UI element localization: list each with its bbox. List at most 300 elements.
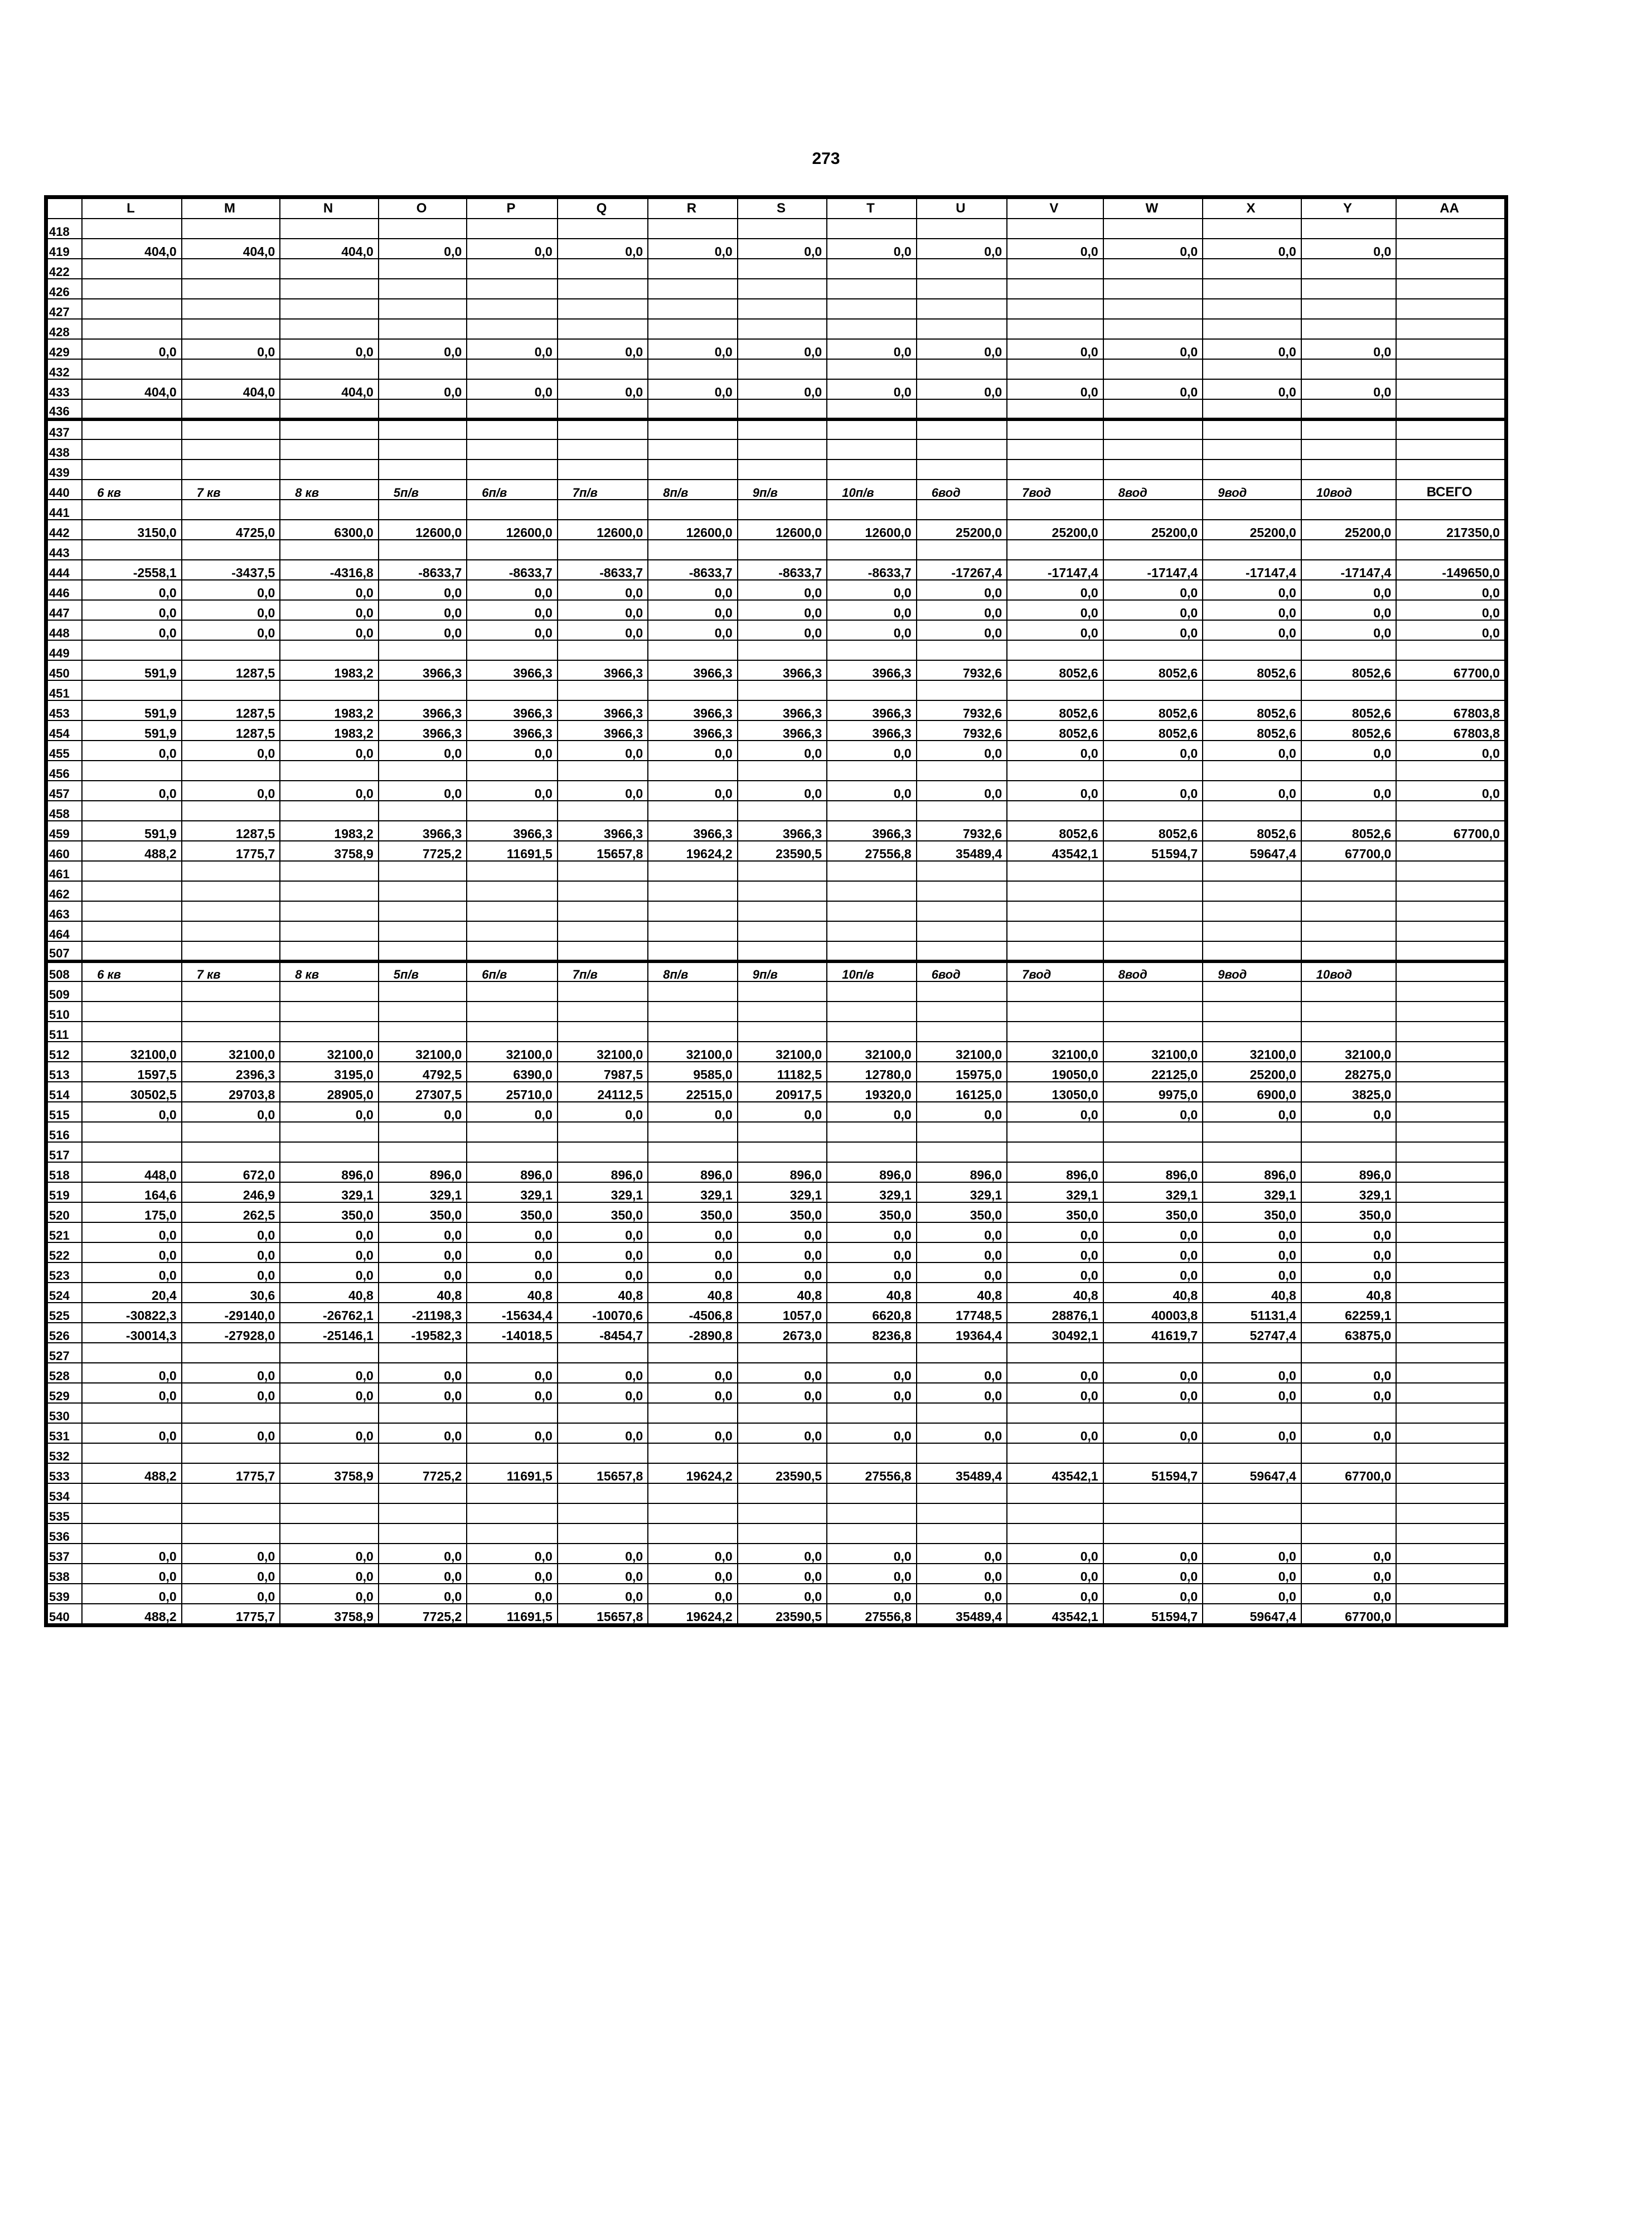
cell-n[interactable]: 8 кв (280, 961, 379, 981)
cell-o[interactable]: 0,0 (379, 339, 467, 359)
cell-l[interactable]: 0,0 (82, 781, 182, 801)
cell-r[interactable]: 0,0 (648, 741, 737, 761)
cell-p[interactable]: -15634,4 (467, 1303, 557, 1323)
cell-v[interactable]: 7вод (1007, 480, 1103, 500)
row-number[interactable]: 529 (47, 1383, 82, 1403)
row-number[interactable]: 456 (47, 761, 82, 781)
cell-p[interactable] (467, 1022, 557, 1042)
row-number[interactable]: 450 (47, 660, 82, 680)
cell-x[interactable] (1203, 881, 1301, 901)
cell-aa[interactable] (1396, 1544, 1505, 1564)
cell-t[interactable]: 10п/в (827, 480, 916, 500)
cell-m[interactable]: 262,5 (182, 1202, 280, 1222)
cell-v[interactable] (1007, 1503, 1103, 1523)
cell-u[interactable]: 7932,6 (917, 720, 1007, 741)
cell-v[interactable]: 0,0 (1007, 1102, 1103, 1122)
row-number[interactable]: 535 (47, 1503, 82, 1523)
cell-s[interactable] (738, 1002, 827, 1022)
cell-w[interactable]: 8вод (1103, 480, 1203, 500)
cell-aa[interactable] (1396, 459, 1505, 480)
cell-w[interactable] (1103, 640, 1203, 660)
cell-w[interactable]: 8052,6 (1103, 720, 1203, 741)
cell-m[interactable]: 1775,7 (182, 841, 280, 861)
cell-t[interactable] (827, 299, 916, 319)
cell-v[interactable]: 0,0 (1007, 1423, 1103, 1443)
cell-l[interactable] (82, 761, 182, 781)
cell-n[interactable] (280, 259, 379, 279)
cell-p[interactable] (467, 1503, 557, 1523)
cell-aa[interactable] (1396, 921, 1505, 941)
cell-s[interactable]: 11182,5 (738, 1062, 827, 1082)
cell-n[interactable] (280, 1503, 379, 1523)
row-number[interactable]: 453 (47, 700, 82, 720)
cell-p[interactable]: 0,0 (467, 1564, 557, 1584)
row-number[interactable]: 433 (47, 379, 82, 399)
cell-l[interactable]: 0,0 (82, 1363, 182, 1383)
cell-w[interactable] (1103, 419, 1203, 439)
cell-w[interactable] (1103, 761, 1203, 781)
cell-l[interactable]: 488,2 (82, 841, 182, 861)
cell-m[interactable] (182, 279, 280, 299)
cell-w[interactable] (1103, 680, 1203, 700)
cell-x[interactable]: 0,0 (1203, 239, 1301, 259)
cell-o[interactable] (379, 680, 467, 700)
cell-w[interactable] (1103, 1503, 1203, 1523)
cell-s[interactable]: 896,0 (738, 1162, 827, 1182)
cell-aa[interactable] (1396, 841, 1505, 861)
cell-o[interactable] (379, 399, 467, 419)
cell-q[interactable] (558, 640, 648, 660)
cell-aa[interactable] (1396, 1463, 1505, 1483)
cell-y[interactable]: 40,8 (1301, 1283, 1397, 1303)
cell-aa[interactable] (1396, 319, 1505, 339)
cell-m[interactable]: 0,0 (182, 1363, 280, 1383)
cell-l[interactable] (82, 279, 182, 299)
cell-q[interactable]: 0,0 (558, 239, 648, 259)
cell-w[interactable]: 0,0 (1103, 1242, 1203, 1262)
cell-m[interactable] (182, 1122, 280, 1142)
cell-m[interactable] (182, 399, 280, 419)
cell-m[interactable]: 0,0 (182, 339, 280, 359)
cell-t[interactable]: 3966,3 (827, 821, 916, 841)
cell-y[interactable] (1301, 259, 1397, 279)
row-number[interactable]: 538 (47, 1564, 82, 1584)
cell-l[interactable] (82, 801, 182, 821)
cell-p[interactable] (467, 921, 557, 941)
column-header-y[interactable]: Y (1301, 199, 1397, 219)
column-header-r[interactable]: R (648, 199, 737, 219)
cell-u[interactable]: 6вод (917, 961, 1007, 981)
cell-u[interactable]: 35489,4 (917, 841, 1007, 861)
cell-y[interactable] (1301, 500, 1397, 520)
cell-aa[interactable]: 0,0 (1396, 620, 1505, 640)
cell-w[interactable]: 0,0 (1103, 1423, 1203, 1443)
cell-m[interactable]: 1775,7 (182, 1463, 280, 1483)
cell-o[interactable]: 0,0 (379, 379, 467, 399)
cell-aa[interactable] (1396, 379, 1505, 399)
cell-t[interactable] (827, 801, 916, 821)
cell-q[interactable]: 3966,3 (558, 720, 648, 741)
cell-y[interactable] (1301, 1523, 1397, 1544)
cell-t[interactable]: 0,0 (827, 600, 916, 620)
cell-u[interactable]: 17748,5 (917, 1303, 1007, 1323)
cell-t[interactable] (827, 1483, 916, 1503)
cell-v[interactable] (1007, 419, 1103, 439)
cell-v[interactable] (1007, 981, 1103, 1002)
cell-w[interactable]: 0,0 (1103, 781, 1203, 801)
row-number[interactable]: 457 (47, 781, 82, 801)
cell-m[interactable] (182, 1523, 280, 1544)
cell-x[interactable]: 0,0 (1203, 1222, 1301, 1242)
cell-n[interactable] (280, 500, 379, 520)
cell-p[interactable] (467, 1122, 557, 1142)
cell-l[interactable] (82, 1002, 182, 1022)
cell-v[interactable] (1007, 500, 1103, 520)
cell-q[interactable]: 0,0 (558, 781, 648, 801)
cell-p[interactable] (467, 1343, 557, 1363)
cell-m[interactable]: 1287,5 (182, 821, 280, 841)
cell-t[interactable] (827, 279, 916, 299)
cell-y[interactable]: 62259,1 (1301, 1303, 1397, 1323)
cell-p[interactable]: 0,0 (467, 1102, 557, 1122)
cell-l[interactable] (82, 1503, 182, 1523)
cell-n[interactable]: 0,0 (280, 781, 379, 801)
cell-w[interactable]: 25200,0 (1103, 520, 1203, 540)
cell-p[interactable]: -14018,5 (467, 1323, 557, 1343)
cell-p[interactable] (467, 941, 557, 961)
cell-t[interactable]: 0,0 (827, 1383, 916, 1403)
cell-o[interactable]: 7725,2 (379, 1463, 467, 1483)
cell-w[interactable]: 0,0 (1103, 580, 1203, 600)
cell-m[interactable]: 0,0 (182, 580, 280, 600)
cell-t[interactable]: 0,0 (827, 339, 916, 359)
cell-p[interactable] (467, 299, 557, 319)
cell-m[interactable] (182, 1343, 280, 1363)
cell-m[interactable] (182, 219, 280, 239)
cell-m[interactable]: 29703,8 (182, 1082, 280, 1102)
cell-aa[interactable] (1396, 1082, 1505, 1102)
cell-aa[interactable] (1396, 981, 1505, 1002)
cell-m[interactable]: 0,0 (182, 1262, 280, 1283)
cell-s[interactable] (738, 419, 827, 439)
cell-u[interactable]: 0,0 (917, 239, 1007, 259)
row-number[interactable]: 461 (47, 861, 82, 881)
cell-o[interactable] (379, 459, 467, 480)
cell-v[interactable]: 896,0 (1007, 1162, 1103, 1182)
cell-n[interactable] (280, 1022, 379, 1042)
cell-o[interactable] (379, 881, 467, 901)
cell-w[interactable] (1103, 1443, 1203, 1463)
cell-l[interactable]: 30502,5 (82, 1082, 182, 1102)
cell-p[interactable] (467, 680, 557, 700)
cell-l[interactable] (82, 941, 182, 961)
cell-p[interactable]: 0,0 (467, 239, 557, 259)
cell-aa[interactable] (1396, 1503, 1505, 1523)
cell-u[interactable] (917, 299, 1007, 319)
cell-aa[interactable] (1396, 1363, 1505, 1383)
cell-p[interactable] (467, 359, 557, 379)
row-number[interactable]: 419 (47, 239, 82, 259)
cell-r[interactable] (648, 680, 737, 700)
cell-s[interactable] (738, 1122, 827, 1142)
cell-w[interactable]: 8052,6 (1103, 821, 1203, 841)
cell-q[interactable]: 0,0 (558, 1262, 648, 1283)
cell-l[interactable] (82, 259, 182, 279)
cell-v[interactable]: 7вод (1007, 961, 1103, 981)
row-number[interactable]: 463 (47, 901, 82, 921)
cell-o[interactable]: 0,0 (379, 1564, 467, 1584)
cell-r[interactable]: 0,0 (648, 1584, 737, 1604)
cell-v[interactable] (1007, 540, 1103, 560)
row-number[interactable]: 447 (47, 600, 82, 620)
cell-v[interactable] (1007, 1403, 1103, 1423)
cell-r[interactable]: 0,0 (648, 339, 737, 359)
cell-p[interactable]: 0,0 (467, 1383, 557, 1403)
cell-n[interactable] (280, 459, 379, 480)
row-number[interactable]: 518 (47, 1162, 82, 1182)
cell-t[interactable] (827, 419, 916, 439)
cell-w[interactable]: 0,0 (1103, 1262, 1203, 1283)
row-number[interactable]: 527 (47, 1343, 82, 1363)
cell-l[interactable]: 0,0 (82, 1423, 182, 1443)
cell-x[interactable] (1203, 1523, 1301, 1544)
cell-x[interactable]: 8052,6 (1203, 700, 1301, 720)
cell-r[interactable] (648, 219, 737, 239)
row-number[interactable]: 539 (47, 1584, 82, 1604)
cell-w[interactable]: 0,0 (1103, 1544, 1203, 1564)
column-header-t[interactable]: T (827, 199, 916, 219)
cell-r[interactable]: 0,0 (648, 239, 737, 259)
cell-u[interactable]: 0,0 (917, 1102, 1007, 1122)
cell-r[interactable] (648, 941, 737, 961)
cell-q[interactable]: 7п/в (558, 480, 648, 500)
cell-w[interactable] (1103, 801, 1203, 821)
cell-m[interactable]: 0,0 (182, 1383, 280, 1403)
cell-v[interactable]: 0,0 (1007, 1584, 1103, 1604)
cell-u[interactable] (917, 1122, 1007, 1142)
cell-o[interactable] (379, 299, 467, 319)
cell-m[interactable]: 1287,5 (182, 720, 280, 741)
cell-w[interactable] (1103, 540, 1203, 560)
cell-y[interactable]: 63875,0 (1301, 1323, 1397, 1343)
cell-s[interactable]: 2673,0 (738, 1323, 827, 1343)
cell-x[interactable]: 0,0 (1203, 1242, 1301, 1262)
cell-n[interactable] (280, 1523, 379, 1544)
column-header-l[interactable]: L (82, 199, 182, 219)
cell-u[interactable]: 0,0 (917, 620, 1007, 640)
cell-t[interactable] (827, 1002, 916, 1022)
cell-r[interactable] (648, 881, 737, 901)
cell-l[interactable]: 591,9 (82, 660, 182, 680)
cell-x[interactable]: 0,0 (1203, 1102, 1301, 1122)
column-header-x[interactable]: X (1203, 199, 1301, 219)
cell-w[interactable]: 350,0 (1103, 1202, 1203, 1222)
cell-s[interactable] (738, 861, 827, 881)
cell-aa[interactable] (1396, 219, 1505, 239)
cell-o[interactable]: 0,0 (379, 1383, 467, 1403)
column-header-aa[interactable]: AA (1396, 199, 1505, 219)
cell-o[interactable]: 7725,2 (379, 1604, 467, 1624)
cell-q[interactable]: 7п/в (558, 961, 648, 981)
cell-t[interactable] (827, 1022, 916, 1042)
cell-x[interactable]: 40,8 (1203, 1283, 1301, 1303)
cell-r[interactable]: 3966,3 (648, 720, 737, 741)
cell-r[interactable] (648, 761, 737, 781)
cell-y[interactable] (1301, 1022, 1397, 1042)
row-number[interactable]: 451 (47, 680, 82, 700)
cell-aa[interactable] (1396, 1283, 1505, 1303)
cell-s[interactable]: 23590,5 (738, 1463, 827, 1483)
cell-l[interactable]: 0,0 (82, 1544, 182, 1564)
cell-v[interactable]: 0,0 (1007, 620, 1103, 640)
cell-n[interactable]: 0,0 (280, 1262, 379, 1283)
cell-r[interactable] (648, 540, 737, 560)
cell-x[interactable]: 25200,0 (1203, 1062, 1301, 1082)
cell-aa[interactable] (1396, 1262, 1505, 1283)
cell-r[interactable] (648, 1523, 737, 1544)
cell-v[interactable]: 0,0 (1007, 580, 1103, 600)
cell-r[interactable]: 0,0 (648, 1363, 737, 1383)
cell-x[interactable]: 32100,0 (1203, 1042, 1301, 1062)
cell-r[interactable]: 19624,2 (648, 1463, 737, 1483)
cell-q[interactable] (558, 1002, 648, 1022)
cell-t[interactable]: 8236,8 (827, 1323, 916, 1343)
cell-x[interactable]: 0,0 (1203, 620, 1301, 640)
cell-y[interactable]: 0,0 (1301, 1262, 1397, 1283)
cell-v[interactable]: 30492,1 (1007, 1323, 1103, 1343)
cell-aa[interactable] (1396, 1584, 1505, 1604)
cell-r[interactable]: 3966,3 (648, 821, 737, 841)
cell-p[interactable]: 11691,5 (467, 1463, 557, 1483)
cell-s[interactable] (738, 1142, 827, 1162)
cell-y[interactable]: 0,0 (1301, 1584, 1397, 1604)
cell-p[interactable]: 329,1 (467, 1182, 557, 1202)
cell-aa[interactable] (1396, 1182, 1505, 1202)
cell-v[interactable]: 28876,1 (1007, 1303, 1103, 1323)
cell-l[interactable]: 3150,0 (82, 520, 182, 540)
cell-v[interactable]: 32100,0 (1007, 1042, 1103, 1062)
cell-y[interactable]: 0,0 (1301, 239, 1397, 259)
cell-w[interactable] (1103, 901, 1203, 921)
cell-aa[interactable] (1396, 861, 1505, 881)
cell-p[interactable]: 6390,0 (467, 1062, 557, 1082)
cell-m[interactable] (182, 981, 280, 1002)
column-header-u[interactable]: U (917, 199, 1007, 219)
cell-aa[interactable]: 67803,8 (1396, 700, 1505, 720)
cell-u[interactable] (917, 921, 1007, 941)
cell-t[interactable] (827, 359, 916, 379)
cell-w[interactable]: 8052,6 (1103, 700, 1203, 720)
cell-x[interactable]: 25200,0 (1203, 520, 1301, 540)
cell-m[interactable]: 2396,3 (182, 1062, 280, 1082)
cell-l[interactable]: 591,9 (82, 700, 182, 720)
cell-p[interactable]: 3966,3 (467, 821, 557, 841)
row-number[interactable]: 540 (47, 1604, 82, 1624)
cell-v[interactable]: 8052,6 (1007, 821, 1103, 841)
cell-t[interactable] (827, 761, 916, 781)
column-header-q[interactable]: Q (558, 199, 648, 219)
cell-s[interactable]: 1057,0 (738, 1303, 827, 1323)
cell-y[interactable] (1301, 801, 1397, 821)
cell-aa[interactable] (1396, 1202, 1505, 1222)
cell-t[interactable]: 0,0 (827, 1564, 916, 1584)
cell-o[interactable]: 32100,0 (379, 1042, 467, 1062)
cell-y[interactable] (1301, 881, 1397, 901)
column-header-n[interactable]: N (280, 199, 379, 219)
cell-w[interactable]: 0,0 (1103, 600, 1203, 620)
cell-v[interactable]: 0,0 (1007, 1564, 1103, 1584)
cell-w[interactable] (1103, 981, 1203, 1002)
cell-w[interactable] (1103, 1343, 1203, 1363)
cell-u[interactable]: 35489,4 (917, 1463, 1007, 1483)
cell-q[interactable]: 0,0 (558, 741, 648, 761)
cell-t[interactable]: 12600,0 (827, 520, 916, 540)
cell-r[interactable] (648, 1343, 737, 1363)
cell-n[interactable]: 0,0 (280, 741, 379, 761)
cell-u[interactable] (917, 1523, 1007, 1544)
cell-t[interactable] (827, 399, 916, 419)
cell-aa[interactable] (1396, 1323, 1505, 1343)
cell-u[interactable]: 40,8 (917, 1283, 1007, 1303)
cell-o[interactable] (379, 1523, 467, 1544)
cell-y[interactable] (1301, 640, 1397, 660)
cell-l[interactable] (82, 399, 182, 419)
cell-o[interactable]: 329,1 (379, 1182, 467, 1202)
row-number[interactable]: 534 (47, 1483, 82, 1503)
cell-s[interactable]: 23590,5 (738, 841, 827, 861)
cell-aa[interactable] (1396, 279, 1505, 299)
cell-t[interactable] (827, 1503, 916, 1523)
cell-s[interactable]: 0,0 (738, 600, 827, 620)
cell-m[interactable]: 1287,5 (182, 700, 280, 720)
cell-q[interactable] (558, 500, 648, 520)
cell-l[interactable]: 591,9 (82, 821, 182, 841)
row-number[interactable]: 524 (47, 1283, 82, 1303)
cell-q[interactable] (558, 419, 648, 439)
cell-y[interactable] (1301, 941, 1397, 961)
cell-y[interactable]: 28275,0 (1301, 1062, 1397, 1082)
cell-n[interactable] (280, 861, 379, 881)
cell-t[interactable]: 329,1 (827, 1182, 916, 1202)
cell-w[interactable] (1103, 1142, 1203, 1162)
cell-v[interactable] (1007, 640, 1103, 660)
cell-x[interactable]: 8052,6 (1203, 720, 1301, 741)
cell-x[interactable]: 8052,6 (1203, 821, 1301, 841)
cell-y[interactable] (1301, 459, 1397, 480)
cell-s[interactable] (738, 1523, 827, 1544)
cell-p[interactable] (467, 901, 557, 921)
cell-l[interactable]: 20,4 (82, 1283, 182, 1303)
cell-n[interactable]: -4316,8 (280, 560, 379, 580)
cell-aa[interactable] (1396, 1102, 1505, 1122)
cell-t[interactable]: 27556,8 (827, 1604, 916, 1624)
cell-x[interactable]: 0,0 (1203, 1363, 1301, 1383)
cell-n[interactable] (280, 279, 379, 299)
cell-o[interactable] (379, 1483, 467, 1503)
cell-p[interactable]: 350,0 (467, 1202, 557, 1222)
cell-o[interactable]: 0,0 (379, 1222, 467, 1242)
cell-l[interactable] (82, 419, 182, 439)
cell-x[interactable] (1203, 1403, 1301, 1423)
cell-q[interactable]: 7987,5 (558, 1062, 648, 1082)
cell-y[interactable]: 0,0 (1301, 1383, 1397, 1403)
cell-u[interactable] (917, 881, 1007, 901)
row-number[interactable]: 458 (47, 801, 82, 821)
cell-o[interactable]: 0,0 (379, 781, 467, 801)
cell-v[interactable] (1007, 439, 1103, 459)
cell-m[interactable] (182, 359, 280, 379)
cell-x[interactable] (1203, 459, 1301, 480)
